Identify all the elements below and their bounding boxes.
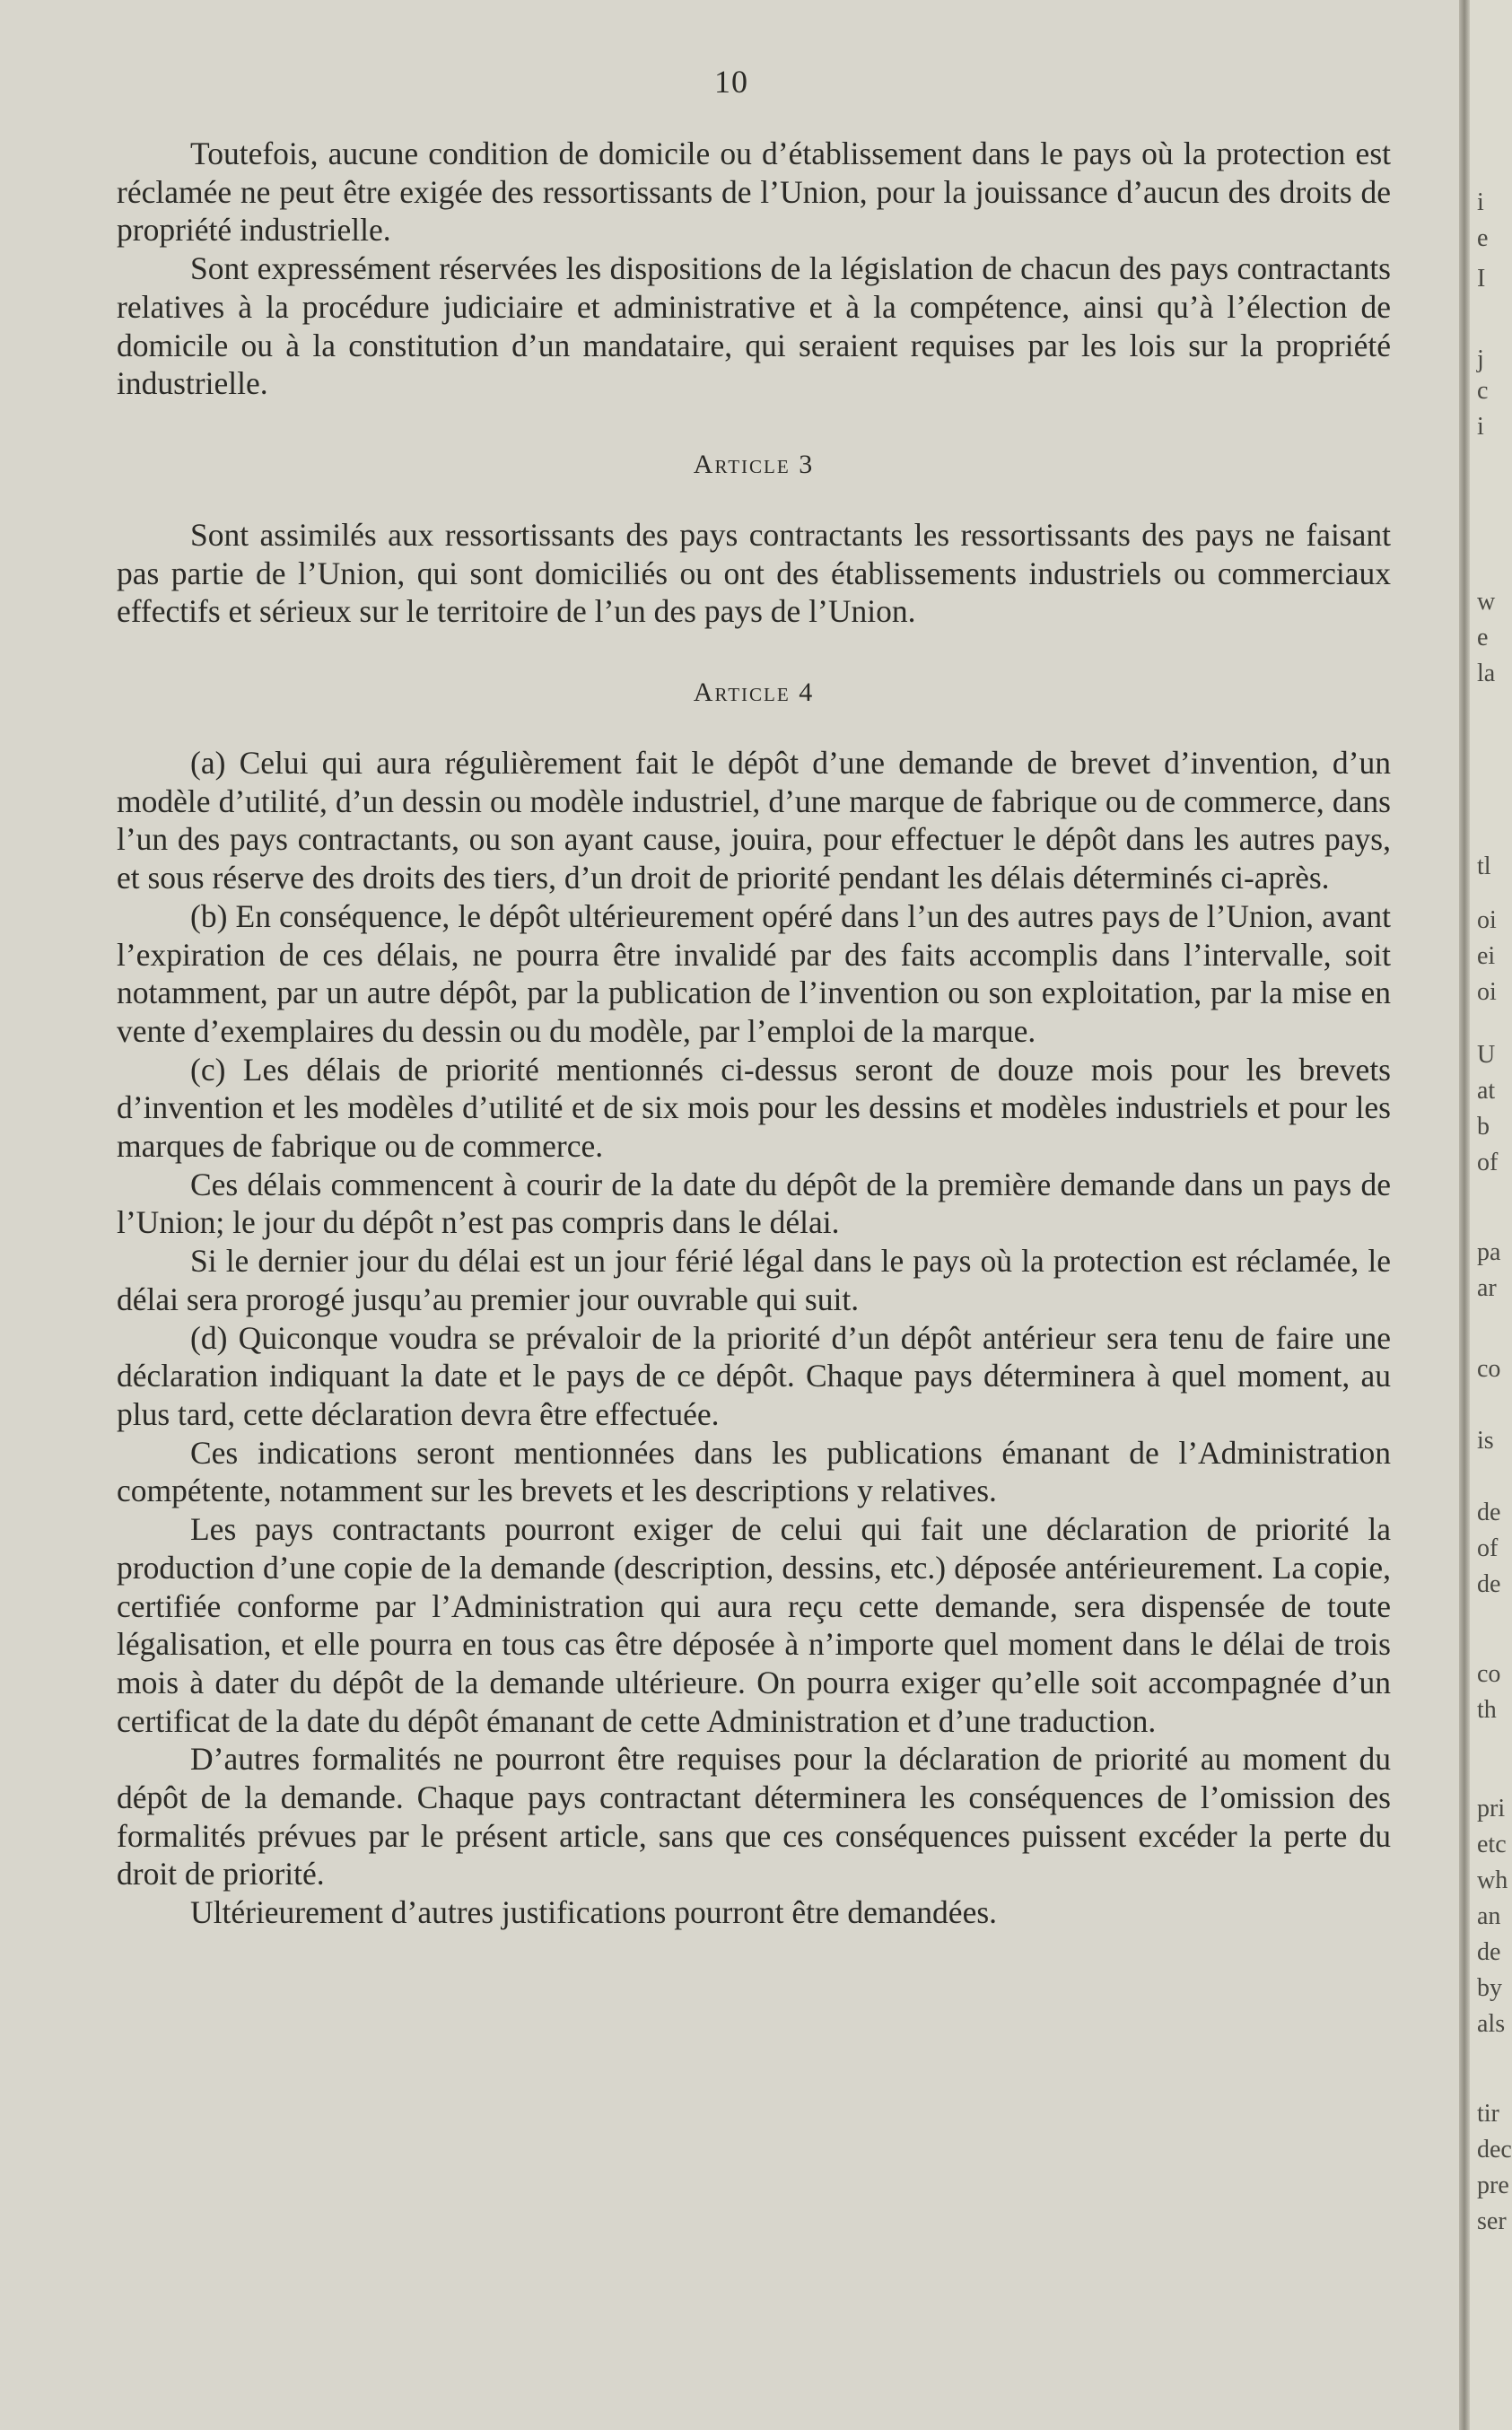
paragraph: Sont expressément réservées les dispositions de la législation de chacun des pays contractants relatives à la procédure judiciaire et administrative et à la compétence, ainsi qu’à l’élection de domicile ou à la constitution d’un mandataire, qui seraient requises par les lois sur la propriété industrielle. [117,250,1391,402]
paragraph: Sont assimilés aux ressortissants des pays contractants les ressortissants des pays ne faisant pas partie de l’Union, qui sont domiciliés ou ont des établissements industriels ou commerciaux effectifs et sérieux sur le territoire de l’un des pays de l’Union. [117,516,1391,630]
next-page-fragment: is [1477,1427,1494,1455]
next-page-fragment: of [1477,1534,1499,1562]
paragraph: (a) Celui qui aura régulièrement fait le dépôt d’une demande de brevet d’invention, d’un modèle d’utilité, d’un dessin ou modèle industriel, d’une marque de fabrique ou de commerce, dans l’un des pays contractants, ou son ayant cause, jouira, pour effectuer le dépôt dans les autres pays, et sous réserve des droits des tiers, d’un droit de priorité pendant les délais déterminés ci-après. [117,745,1391,896]
next-page-fragment: ei [1477,942,1496,970]
next-page-fragment: th [1477,1696,1497,1724]
next-page-fragment: tir [1477,2100,1499,2128]
next-page-fragment: i [1477,413,1484,441]
next-page-fragment: U [1477,1041,1496,1069]
paragraph: (b) En conséquence, le dépôt ultérieurement opéré dans l’un des autres pays de l’Union, avant l’expiration de ces délais, ne pourra être invalidé par des faits accomplis dans l’intervalle, soit notamment, par un autre dépôt, par la publication de l’invention ou son exploitation, par la mise en vente d’exemplaires du dessin ou du modèle, par l’emploi de la marque. [117,897,1391,1049]
next-page-fragment: co [1477,1660,1501,1688]
paragraph: (c) Les délais de priorité mentionnés ci-dessus seront de douze mois pour les brevets d’invention et les modèles d’utilité et de six mois pour les dessins et modèles industriels et pour les marques de fabrique ou de commerce. [117,1051,1391,1165]
next-page-fragment: dec [1477,2136,1512,2163]
next-page-fragment: co [1477,1355,1501,1383]
article-heading: Article 3 [693,449,815,479]
next-page-fragment: e [1477,224,1489,252]
article-heading: Article 4 [693,677,815,708]
next-page-fragment: e [1477,624,1489,651]
paragraph: (d) Quiconque voudra se prévaloir de la priorité d’un dépôt antérieur sera tenu de faire une déclaration indiquant la date et le pays de ce dépôt. Chaque pays déterminera à quel moment, au plus tard, cette déclaration devra être effectuée. [117,1319,1391,1432]
book-gutter [1459,0,1470,2430]
next-page-fragment: i [1477,188,1484,216]
next-page-fragment: j [1477,345,1484,373]
next-page-fragment: c [1477,377,1489,405]
next-page-fragment: als [1477,2010,1506,2038]
next-page-fragment: de [1477,1499,1501,1526]
next-page-fragment: b [1477,1113,1490,1141]
next-page-fragment: oi [1477,906,1497,934]
next-page-fragment: etc [1477,1831,1507,1858]
next-page-fragment: pre [1477,2172,1509,2199]
next-page-fragment: pa [1477,1238,1501,1266]
paragraph: Toutefois, aucune condition de domicile ou d’établissement dans le pays où la protection est réclamée ne peut être exigée des ressortissants de l’Union, pour la jouissance d’aucun des droits de propriété industrielle. [117,135,1391,249]
next-page-fragment: de [1477,1570,1501,1598]
next-page-fragment: tl [1477,852,1491,880]
next-page-fragment: w [1477,588,1496,616]
next-page-fragment: an [1477,1902,1501,1930]
paragraph: D’autres formalités ne pourront être requises pour la déclaration de priorité au moment du dépôt de la demande. Chaque pays contractant déterminera les conséquences de l’omission des formalités prévues par le présent article, sans que ces conséquences puissent excéder la perte du droit de priorité. [117,1741,1391,1892]
paragraph: Ultérieurement d’autres justifications pourront être demandées. [190,1894,998,1931]
paragraph: Les pays contractants pourront exiger de celui qui fait une déclaration de priorité la production d’une copie de la demande (description, dessins, etc.) déposée antérieurement. La copie, certifiée conforme par l’Administration qui aura reçu cette demande, sera dispensée de toute légalisation, et elle pourra en tous cas être déposée à n’importe quel moment dans le délai de trois mois à dater du dépôt de la demande ultérieure. On pourra exiger qu’elle soit accompagnée d’un certificat de la date du dépôt émanant de cette Administration et d’une traduction. [117,1511,1391,1739]
paragraph: Ces indications seront mentionnées dans les publications émanant de l’Administration compétente, notamment sur les brevets et les descriptions y relatives. [117,1434,1391,1509]
next-page-fragment: at [1477,1077,1496,1105]
next-page-fragment: ser [1477,2207,1507,2235]
next-page-fragment: de [1477,1938,1501,1966]
next-page-fragment: wh [1477,1866,1508,1894]
next-page-fragment: pri [1477,1795,1506,1822]
next-page-fragment: oi [1477,978,1497,1006]
paragraph: Ces délais commencent à courir de la date du dépôt de la première demande dans un pays de l’Union; le jour du dépôt n’est pas compris dans le délai. [117,1166,1391,1241]
document-body [117,135,1391,1932]
next-page-fragment: la [1477,660,1496,687]
next-page-fragment: ar [1477,1274,1497,1302]
next-page-edge [1470,0,1512,2430]
paragraph: Si le dernier jour du délai est un jour férié légal dans le pays où la protection est réclamée, le délai sera prorogé jusqu’au premier jour ouvrable qui suit. [117,1243,1391,1317]
next-page-fragment: of [1477,1149,1499,1176]
next-page-fragment: by [1477,1974,1502,2002]
page-number: 10 [714,64,748,100]
next-page-fragment: I [1477,265,1486,293]
